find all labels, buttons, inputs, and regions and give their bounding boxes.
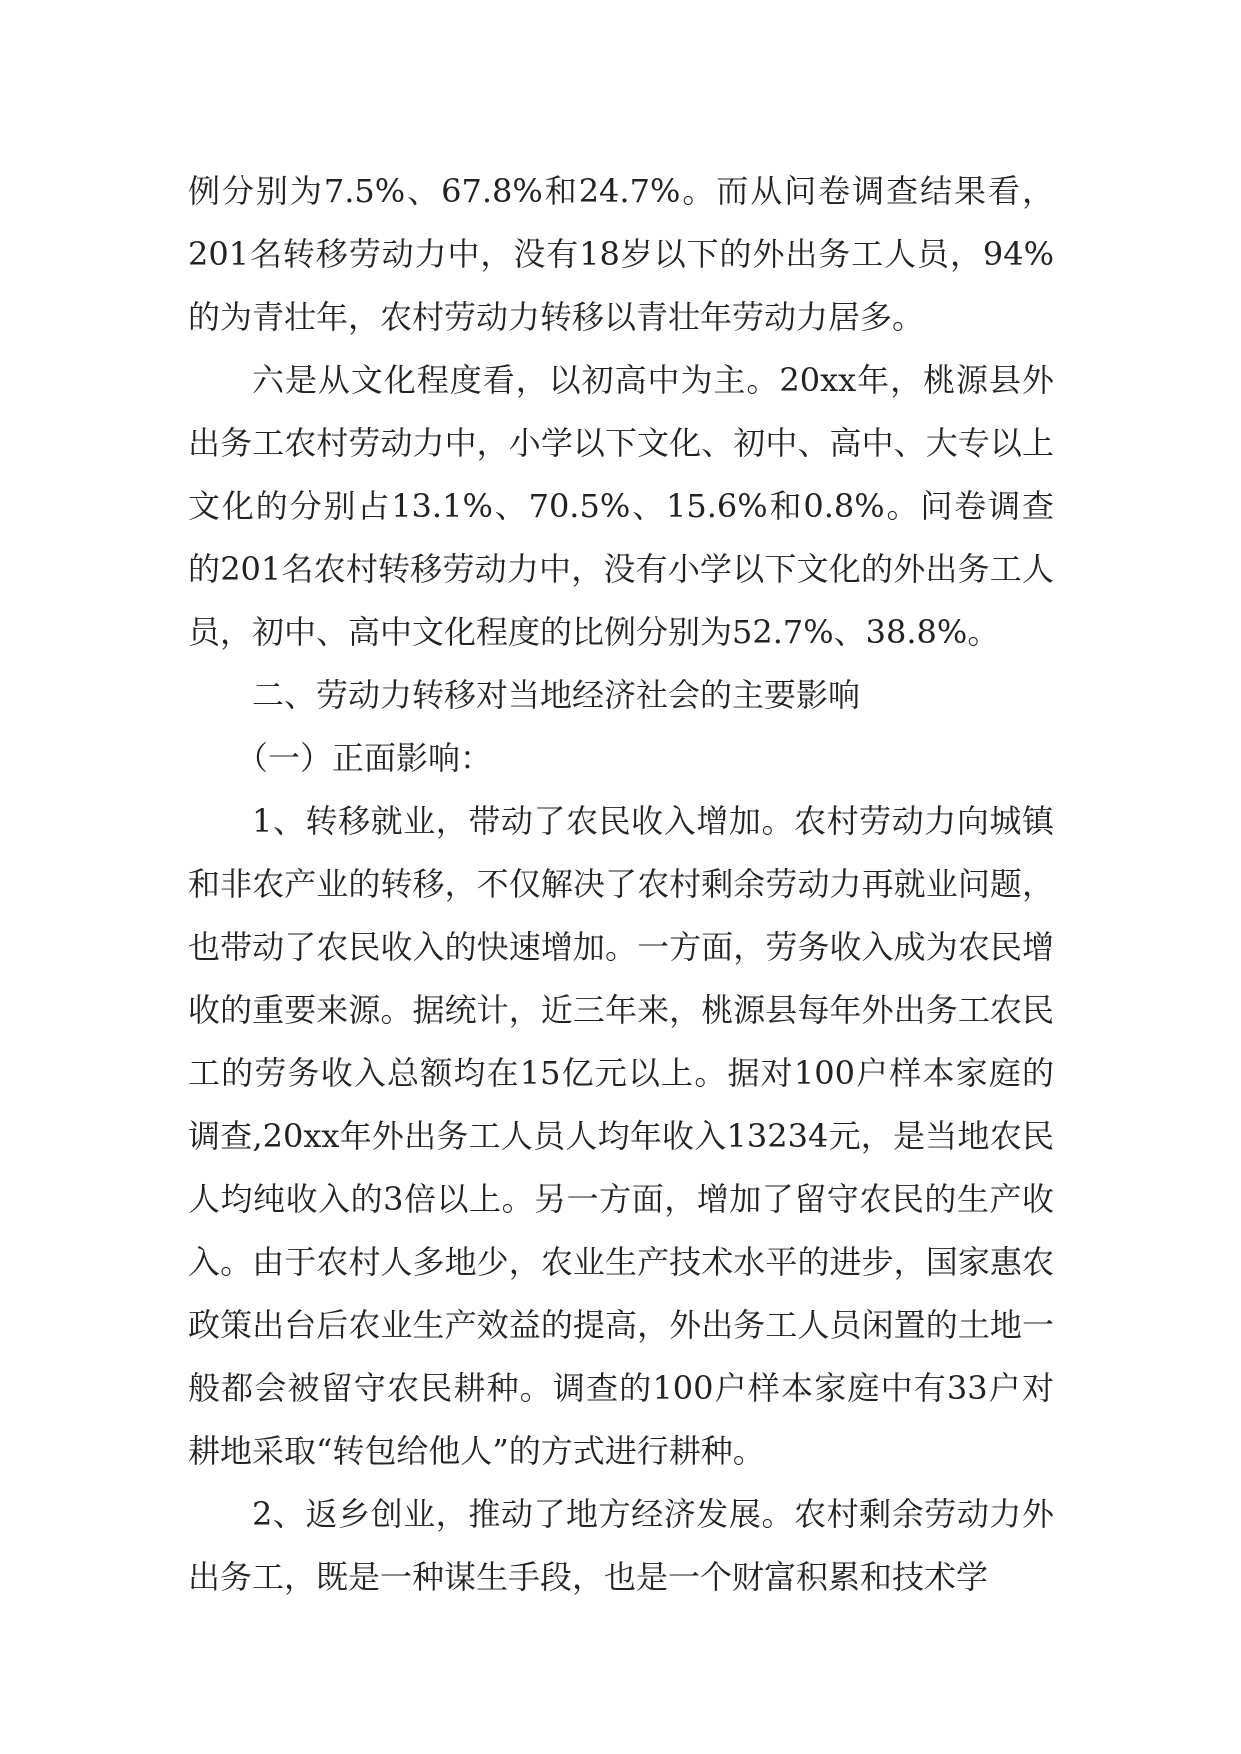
paragraph-age-structure-continued: 例分别为7.5%、67.8%和24.7%。而从问卷调查结果看，201名转移劳动力中，没有18岁以下的外出务工人员，94%的为青壮年，农村劳动力转移以青壮年劳动力居多。: [188, 172, 1054, 336]
paragraph-education-level: 六是从文化程度看，以初高中为主。20xx年，桃源县外出务工农村劳动力中，小学以下文化、初中、高中、大专以上文化的分别占13.1%、70.5%、15.6%和0.8%。问卷调查的201名农村转移劳动力中，没有小学以下文化的外出务工人员，初中、高中文化程度的比例分别为52.7%、38.8%。: [188, 361, 1054, 651]
paragraph-return-entrepreneurship: 2、返乡创业，推动了地方经济发展。农村剩余劳动力外出务工，既是一种谋生手段，也是一个财富积累和技术学: [188, 1495, 1054, 1596]
document-body: [188, 160, 1054, 1609]
paragraph-transfer-employment-income: 1、转移就业，带动了农民收入增加。农村劳动力向城镇和非农产业的转移，不仅解决了农村剩余劳动力再就业问题，也带动了农民收入的快速增加。一方面，劳务收入成为农民增收的重要来源。据统计，近三年来，桃源县每年外出务工农民工的劳务收入总额均在15亿元以上。据对100户样本家庭的调查,20xx年外出务工人员人均年收入13234元，是当地农民人均纯收入的3倍以上。另一方面，增加了留守农民的生产收入。由于农村人多地少，农业生产技术水平的进步，国家惠农政策出台后农业生产效益的提高，外出务工人员闲置的土地一般都会被留守农民耕种。调查的100户样本家庭中有33户对耕地采取“转包给他人”的方式进行耕种。: [188, 802, 1054, 1470]
subheading-positive-impacts: （一）正面影响：: [236, 739, 493, 777]
section-heading-main-impacts: 二、劳动力转移对当地经济社会的主要影响: [252, 676, 861, 714]
